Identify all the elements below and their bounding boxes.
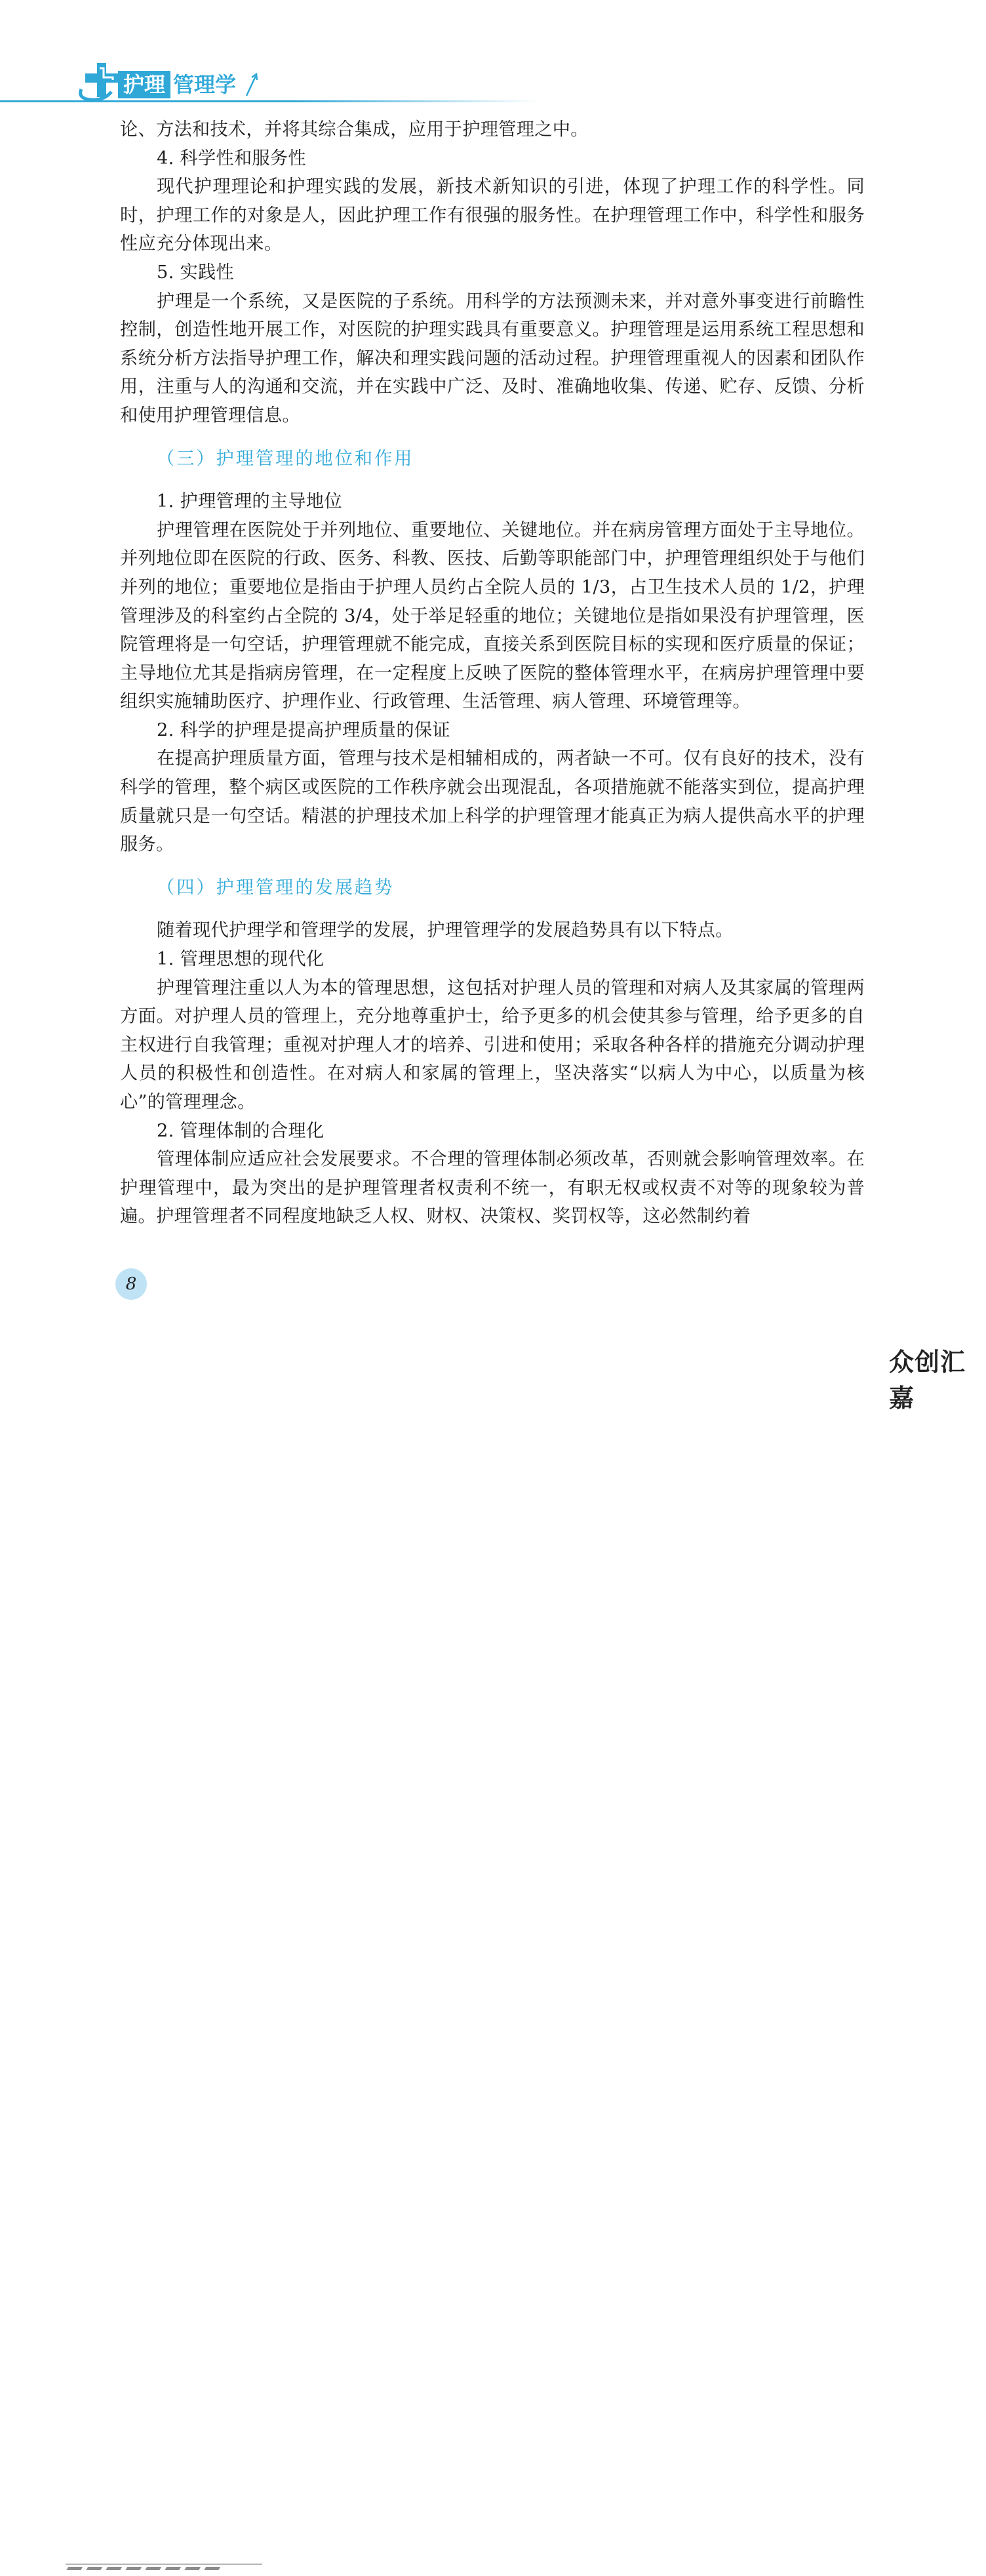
body-paragraph: 5. 实践性 xyxy=(157,262,234,283)
body-paragraph: 2. 科学的护理是提高护理质量的保证 xyxy=(157,719,450,740)
body-paragraph: 护理是一个系统，又是医院的子系统。用科学的方法预测未来，并对意外事变进行前瞻性控制，创造性地开展工作，对医院的护理实践具有重要意义。护理管理是运用系统工程思想和系统分析方法指导护理工作，解决和理实践问题的活动过程。护理管理重视人的因素和团队作用，注重与人的沟通和交流，并在实践中广泛、及时、准确地收集、传递、贮存、反馈、分析和使用护理管理信息。 xyxy=(120,291,865,426)
body-paragraph: 论、方法和技术，并将其综合集成，应用于护理管理之中。 xyxy=(120,119,589,140)
section-heading: （四）护理管理的发展趋势 xyxy=(157,877,395,898)
body-paragraph: 2. 管理体制的合理化 xyxy=(157,1120,325,1141)
watermark-text: 众创汇嘉 xyxy=(889,1348,966,1413)
body-paragraph: 护理管理在医院处于并列地位、重要地位、关键地位。并在病房管理方面处于主导地位。并列地位即在医院的行政、医务、科教、医技、后勤等职能部门中，护理管理组织处于与他们并列的地位；重要地位是指由于护理人员约占全院人员的 1/3，占卫生技术人员的 1/2，护理管理涉及的科室约占全院的 3/4，处于举足轻重的地位；关键地位是指如果没有护理管理，医院管理将是一句空话，护理管理就不能完成，直接关系到医院目标的实现和医疗质量的保证；主导地位尤其是指病房管理，在一定程度上反映了医院的整体管理水平，在病房护理管理中要组织实施辅助医疗、护理作业、行政管理、生活管理、病人管理、环境管理等。 xyxy=(120,519,865,712)
page-body xyxy=(120,115,865,1231)
body-paragraph: 护理管理注重以人为本的管理思想，这包括对护理人员的管理和对病人及其家属的管理两方面。对护理人员的管理上，充分地尊重护士，给予更多的机会使其参与管理，给予更多的自主权进行自我管理；重视对护理人才的培养、引进和使用；采取各种各样的措施充分调动护理人员的积极性和创造性。在对病人和家属的管理上，坚决落实“以病人为中心，以质量为核心”的管理理念。 xyxy=(120,977,865,1112)
body-paragraph: 随着现代护理学和管理学的发展，护理管理学的发展趋势具有以下特点。 xyxy=(157,920,734,941)
page-header xyxy=(0,0,986,105)
nursing-cross-logo-icon xyxy=(77,60,123,102)
footer-decoration xyxy=(66,2560,341,2576)
body-paragraph: 在提高护理质量方面，管理与技术是相辅相成的，两者缺一不可。仅有良好的技术，没有科学的管理，整个病区或医院的工作秩序就会出现混乱，各项措施就不能落实到位，提高护理质量就只是一句空话。精湛的护理技术加上科学的护理管理才能真正为病人提供高水平的护理服务。 xyxy=(120,748,865,855)
title-arrow-icon xyxy=(244,72,260,98)
body-paragraph: 1. 管理思想的现代化 xyxy=(157,949,325,970)
book-title-part2: 管理学 xyxy=(173,72,237,97)
section-heading: （三）护理管理的地位和作用 xyxy=(157,448,414,469)
header-rule xyxy=(0,100,538,102)
body-paragraph: 1. 护理管理的主导地位 xyxy=(157,491,342,512)
body-paragraph: 4. 科学性和服务性 xyxy=(157,148,306,169)
page-footer xyxy=(0,1259,986,1325)
body-paragraph: 现代护理理论和护理实践的发展，新技术新知识的引进，体现了护理工作的科学性。同时，护理工作的对象是人，因此护理工作有很强的服务性。在护理管理工作中，科学性和服务性应充分体现出来。 xyxy=(120,176,865,254)
body-paragraph: 管理体制应适应社会发展要求。不合理的管理体制必须改革，否则就会影响管理效率。在护理管理中，最为突出的是护理管理者权责利不统一，有职无权或权责不对等的现象较为普遍。护理管理者不同程度地缺乏人权、财权、决策权、奖罚权等，这必然制约着 xyxy=(120,1149,865,1227)
page-number: 8 xyxy=(125,1274,137,1294)
book-title-part1: 护理 xyxy=(118,71,170,98)
